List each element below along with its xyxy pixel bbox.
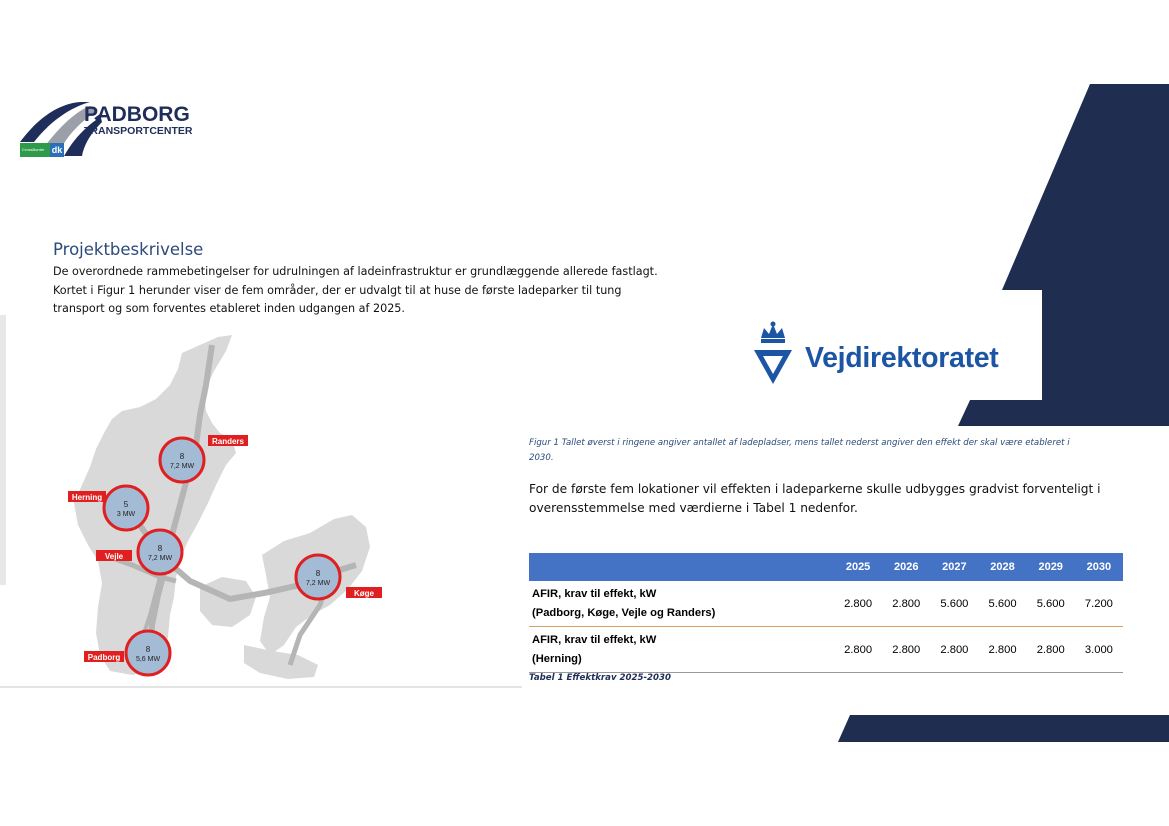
table-cell: 2.800: [930, 627, 978, 673]
location-label: Køge: [354, 589, 374, 598]
table-row: [529, 627, 1123, 673]
table-header-cell: 2028: [978, 553, 1026, 581]
table-cell: 5.600: [930, 581, 978, 627]
table-cell: 2.800: [978, 627, 1026, 673]
location-count: 8: [315, 569, 321, 578]
location-label: Padborg: [87, 653, 121, 662]
figure-caption-line: Figur 1 Tallet øverst i ringene angiver antallet af ladepladser, mens tallet nederst angiver den effekt der skal være etableret i: [529, 438, 1070, 448]
body-line: overensstemmelse med værdierne i Tabel 1 nedenfor.: [529, 501, 858, 515]
location-label: Herning: [71, 493, 103, 502]
location-effect: 7,2 MW: [305, 580, 331, 587]
navy-slant-shape-bottom: [838, 715, 1169, 742]
section-heading: Projektbeskrivelse: [53, 240, 204, 259]
row-label-main: AFIR, krav til effekt, kW: [532, 587, 657, 600]
table-header-cell: 2027: [930, 553, 978, 581]
location-effect: 3 MW: [116, 511, 136, 518]
location-count: 8: [157, 544, 163, 553]
table-header-row: [529, 553, 1123, 581]
logo-title: PADBORG: [84, 103, 190, 126]
table-header-cell: 2030: [1075, 553, 1123, 581]
location-count: 8: [179, 452, 185, 461]
location-label: Randers: [211, 437, 245, 446]
table-cell: 2.800: [834, 627, 882, 673]
intro-line: De overordnede rammebetingelser for udrulningen af ladeinfrastruktur er grundlæggende allerede fastlagt.: [53, 265, 658, 278]
figure-caption-line: 2030.: [529, 453, 554, 463]
map-funen: [200, 577, 256, 627]
table-cell: 2.800: [834, 581, 882, 627]
logo-badge-dk: dk: [51, 145, 63, 155]
intro-text: [53, 263, 658, 319]
vejdirektoratet-wordmark: Vejdirektoratet: [805, 342, 999, 374]
intro-line: transport og som forventes etableret inden udgangen af 2025.: [53, 302, 405, 315]
location-effect: 7,2 MW: [169, 463, 195, 470]
table-cell: 2.800: [882, 627, 930, 673]
row-label-sub: (Padborg, Køge, Vejle og Randers): [532, 606, 716, 619]
table-cell: 2.800: [882, 581, 930, 627]
table-header-cell: 2029: [1027, 553, 1075, 581]
location-count: 8: [145, 645, 151, 654]
location-count: 5: [123, 500, 129, 509]
intro-line: Kortet i Figur 1 herunder viser de fem områder, der er udvalgt til at huse de første ladeparker til tung: [53, 283, 622, 297]
table-cell: 2.800: [1027, 627, 1075, 673]
table-cell: 7.200: [1075, 581, 1123, 627]
table-cell: 5.600: [1027, 581, 1075, 627]
logo-subtitle: TRANSPORTCENTER: [84, 125, 193, 137]
table-row: [529, 581, 1123, 627]
denmark-charging-map: [0, 315, 522, 688]
table-header-cell: 2026: [882, 553, 930, 581]
table-row-label: [529, 627, 834, 673]
location-effect: 7,2 MW: [147, 555, 173, 562]
table-header-cell: [529, 553, 834, 581]
table-cell: 3.000: [1075, 627, 1123, 673]
body-text: [529, 480, 1129, 518]
location-label: Vejle: [104, 552, 124, 561]
figure-caption: [529, 436, 1149, 466]
table-row-label: [529, 581, 834, 627]
crown-v-icon: [752, 320, 794, 386]
body-line: For de første fem lokationer vil effekten i ladeparkerne skulle udbygges gradvist forventeligt i: [529, 482, 1101, 496]
effect-requirements-table: [529, 553, 1123, 673]
row-label-main: AFIR, krav til effekt, kW: [532, 633, 657, 646]
row-label-sub: (Herning): [532, 652, 582, 665]
table-caption: Tabel 1 Effektkrav 2025-2030: [529, 673, 671, 683]
table-cell: 5.600: [978, 581, 1026, 627]
logo-badge-left-text: CrossBorder: [22, 147, 45, 152]
table-header-cell: 2025: [834, 553, 882, 581]
location-effect: 5,6 MW: [135, 656, 161, 663]
map-lolland: [244, 645, 318, 679]
